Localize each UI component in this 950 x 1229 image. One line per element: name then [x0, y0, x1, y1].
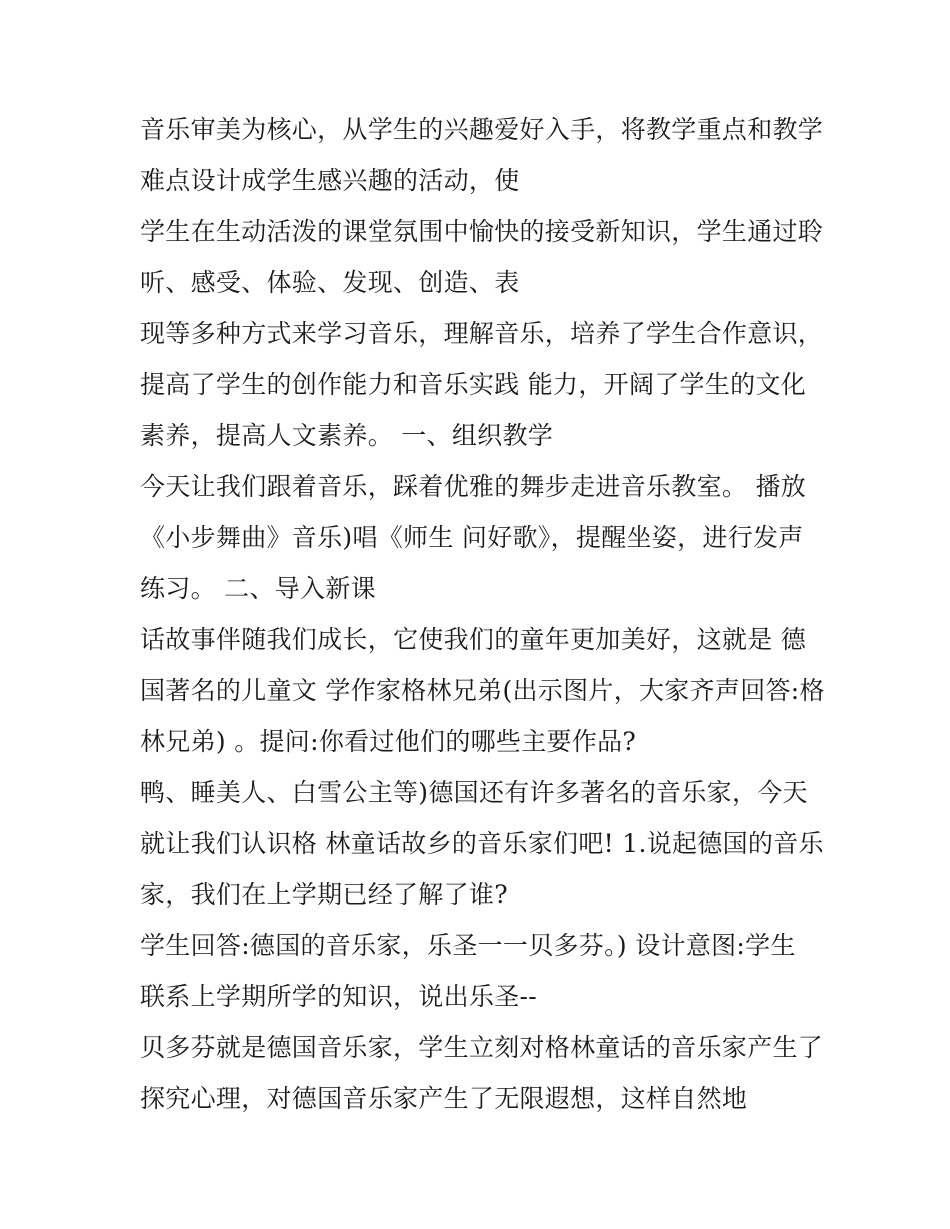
text-line: 现等多种方式来学习音乐，理解音乐，培养了学生合作意识， [140, 319, 824, 348]
text-line: 学生在生动活泼的课堂氛围中愉快的接受新知识，学生通过聆 [140, 217, 824, 246]
document-body [140, 104, 830, 1124]
text-line: 就让我们认识格 林童话故乡的音乐家们吧! 1.说起德国的音乐 [140, 829, 824, 858]
text-line: 今天让我们跟着音乐，踩着优雅的舞步走进音乐教室。 播放 [140, 472, 807, 501]
text-line: 鸭、睡美人、白雪公主等)德国还有许多著名的音乐家，今天 [140, 778, 808, 807]
text-line: 提高了学生的创作能力和音乐实践 能力，开阔了学生的文化 [140, 370, 807, 399]
text-line: 《小步舞曲》音乐)唱《师生 问好歌》，提醒坐姿，进行发声 [140, 523, 804, 552]
text-line: 家，我们在上学期已经了解了谁? [140, 880, 508, 909]
text-line: 联系上学期所学的知识，说出乐圣-- [140, 982, 537, 1011]
text-line: 话故事伴随我们成长，它使我们的童年更加美好，这就是 德 [140, 625, 807, 654]
text-line: 林兄弟) 。提问:你看过他们的哪些主要作品? [140, 727, 637, 756]
text-line: 贝多芬就是德国音乐家，学生立刻对格林童话的音乐家产生了 [140, 1033, 824, 1062]
text-line: 难点设计成学生感兴趣的活动，使 [140, 166, 520, 195]
text-line: 练习。 二、导入新课 [140, 574, 376, 603]
text-line: 听、感受、体验、发现、创造、表 [140, 268, 520, 297]
text-line: 探究心理，对德国音乐家产生了无限遐想，这样自然地 [140, 1084, 748, 1113]
text-line: 素养，提高人文素养。 一、组织教学 [140, 421, 554, 450]
text-line: 音乐审美为核心，从学生的兴趣爱好入手，将教学重点和教学 [140, 115, 824, 144]
text-line: 学生回答:德国的音乐家，乐圣一一贝多芬。) 设计意图:学生 [140, 931, 796, 960]
text-line: 国著名的儿童文 学作家格林兄弟(出示图片，大家齐声回答:格 [140, 676, 825, 705]
